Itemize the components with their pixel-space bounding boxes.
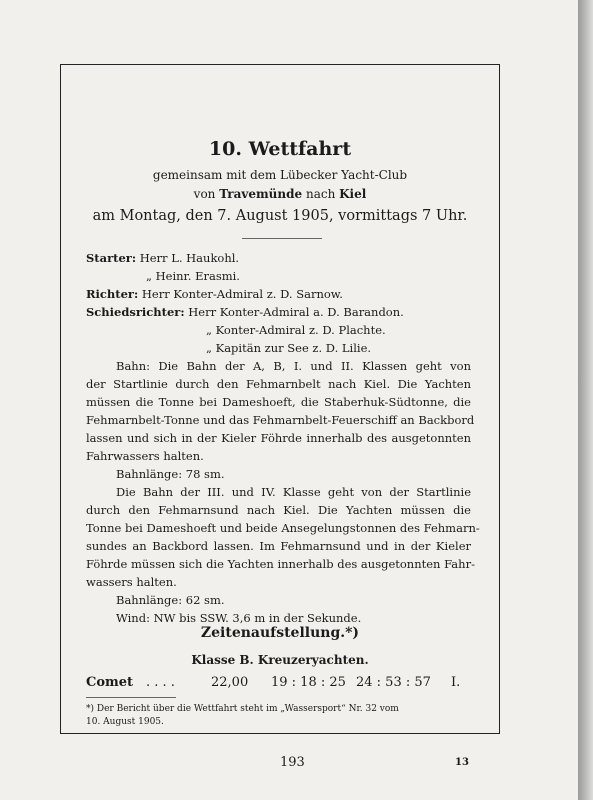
footnote-line-2: 10. August 1905.: [86, 717, 164, 727]
course1-line-3: müssen die Tonne bei Dameshoeft, die Staberhuk-Südtonne, die: [86, 395, 471, 409]
race-subtitle: gemeinsam mit dem Lübecker Yacht-Club: [152, 168, 408, 182]
course1-length: Bahnlänge: 78 sm.: [116, 467, 225, 481]
course1-line-6: Fahrwassers halten.: [86, 449, 204, 463]
book-spine-edge: [578, 0, 593, 800]
course2-line-3: Tonne bei Dameshoeft und beide Ansegelungstonnen des Fehmarn-: [86, 521, 480, 535]
course2-line-6: wassers halten.: [86, 575, 177, 589]
route-from: Travemünde: [219, 187, 303, 201]
route-to: Kiel: [339, 187, 367, 201]
starter-line: [86, 251, 239, 265]
course2-line-5: Föhrde müssen sich die Yachten innerhalb des ausgetonnten Fahr-: [86, 557, 475, 571]
course1-line-2: der Startlinie durch den Fehmarnbelt nach Kiel. Die Yachten: [86, 377, 471, 391]
course2-line-1: Die Bahn der III. und IV. Klasse geht von der Startlinie: [116, 485, 471, 499]
sheet-number: 13: [455, 757, 469, 768]
course1-line-1: Bahn: Die Bahn der A, B, I. und II. Klassen geht von: [116, 359, 471, 373]
richter-line: [86, 287, 343, 301]
richter-label: Richter:: [86, 287, 139, 301]
race-date: am Montag, den 7. August 1905, vormittags 7 Uhr.: [92, 208, 468, 224]
result-value: 22,00: [211, 675, 249, 690]
course2-line-2: durch den Fehmarnsund nach Kiel. Die Yachten müssen die: [86, 503, 471, 517]
results-class: Klasse B. Kreuzeryachten.: [191, 653, 369, 667]
route-mid: nach: [302, 187, 340, 201]
race-title: 10. Wettfahrt: [208, 138, 352, 160]
starter-label: Starter:: [86, 251, 137, 265]
page-number: 193: [280, 755, 305, 770]
result-time-2: 24 : 53 : 57: [356, 675, 431, 690]
result-name: Comet: [86, 675, 134, 690]
course1-line-4: Fehmarnbelt-Tonne und das Fehmarnbelt-Feuerschiff an Backbord: [86, 413, 475, 427]
route-prefix: von: [193, 187, 220, 201]
footnote-line-1: *) Der Bericht über die Wettfahrt steht im „Wassersport“ Nr. 32 vom: [86, 704, 399, 714]
result-dots: . . . .: [146, 675, 175, 690]
course2-length: Bahnlänge: 62 sm.: [116, 593, 225, 607]
page-frame: [60, 64, 500, 734]
divider: [242, 238, 322, 239]
result-place: I.: [451, 675, 461, 690]
starter-line-2: „ Heinr. Erasmi.: [146, 269, 240, 283]
results-title: Zeitenaufstellung.*): [200, 625, 360, 641]
richter-name: Herr Konter-Admiral z. D. Sarnow.: [141, 287, 343, 301]
result-time-1: 19 : 18 : 25: [271, 675, 346, 690]
course2-line-4: sundes an Backbord lassen. Im Fehmarnsund und in der Kieler: [86, 539, 471, 553]
schiedsrichter-line: [86, 305, 404, 319]
schiedsrichter-line-2: „ Konter-Admiral z. D. Plachte.: [206, 323, 386, 337]
schiedsrichter-line-3: „ Kapitän zur See z. D. Lilie.: [206, 341, 372, 355]
race-route: [61, 187, 499, 201]
starter-name: Herr L. Haukohl.: [139, 251, 240, 265]
wind-line: Wind: NW bis SSW. 3,6 m in der Sekunde.: [116, 611, 362, 625]
course1-line-5: lassen und sich in der Kieler Föhrde innerhalb des ausgetonnten: [86, 431, 471, 445]
schiedsrichter-label: Schiedsrichter:: [86, 305, 185, 319]
schiedsrichter-name: Herr Konter-Admiral a. D. Barandon.: [188, 305, 404, 319]
footnote-divider: [86, 697, 176, 698]
